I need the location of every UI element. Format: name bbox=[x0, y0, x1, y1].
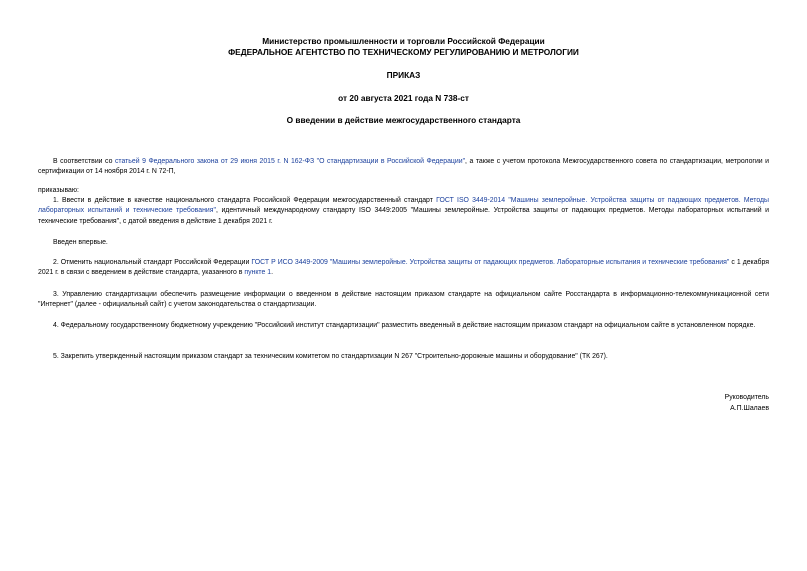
preamble-paragraph bbox=[38, 157, 769, 178]
preamble-text-a: В соответствии со bbox=[53, 158, 115, 165]
item-1-reference-link[interactable]: пункте 1 bbox=[244, 269, 272, 277]
document-date-number: от 20 августа 2021 года N 738-ст bbox=[338, 93, 469, 103]
item-4-paragraph: 4. Федеральному государственному бюджетному учреждению "Российский институт стандартизации" разместить введенный в действие настоящим приказом стандарт на официальном сайте в установленном порядке. bbox=[53, 322, 756, 329]
document-type: ПРИКАЗ bbox=[386, 70, 421, 80]
item-1-paragraph bbox=[38, 196, 769, 227]
item-2-text-b: с 1 декабря 2021 г. в связи с введением в действие стандарта, указанного в bbox=[38, 259, 769, 277]
agency-name: ФЕДЕРАЛЬНОЕ АГЕНТСТВО ПО ТЕХНИЧЕСКОМУ РЕГУЛИРОВАНИЮ И МЕТРОЛОГИИ bbox=[228, 47, 579, 57]
signatory-role: Руководитель bbox=[724, 394, 769, 401]
gost-r-iso-3449-2009-link[interactable]: ГОСТ Р ИСО 3449-2009 "Машины землеройные. Устройства защиты от падающих предметов. Лабораторные испытания и технические требования" bbox=[251, 259, 730, 266]
preamble-text-b: , а также с учетом протокола Межгосударственного совета по стандартизации, метрологии и сертификации от 14 ноября 2014 г. N 72-П, bbox=[38, 158, 770, 176]
gost-iso-3449-2014-link[interactable]: ГОСТ ISO 3449-2014 "Машины землеройные. Устройства защиты от падающих предметов. Методы лабораторных испытаний и технические требования" bbox=[38, 197, 769, 215]
item-3-paragraph: 3. Управлению стандартизации обеспечить размещение информации о введенном в действие настоящим приказом стандарте на официальном сайте Росстандарта в информационно-телекоммуникационной сети "Интернет" (далее - официальный сайт) с учетом законодательства о стандартизации. bbox=[38, 291, 769, 309]
first-time-note: Введен впервые. bbox=[53, 239, 108, 246]
ministry-name: Министерство промышленности и торговли Российской Федерации bbox=[262, 36, 545, 46]
item-1-text-a: 1. Ввести в действие в качестве национального стандарта Российской Федерации межгосударственный стандарт bbox=[53, 197, 437, 204]
item-1-text-b: , идентичный международному стандарту ISO 3449:2005 "Машины землеройные. Устройства защиты от падающих предметов. Методы лабораторных испытаний и технические требования", с датой введения в действие 1 декабря 2021 г. bbox=[38, 207, 770, 225]
order-word: приказываю: bbox=[38, 187, 79, 194]
item-5-paragraph: 5. Закрепить утвержденный настоящим приказом стандарт за техническим комитетом по стандартизации N 267 "Строительно-дорожные машины и оборудование" (ТК 267). bbox=[53, 353, 608, 360]
law-article-link[interactable]: статьей 9 Федерального закона от 29 июня 2015 г. N 162-ФЗ "О стандартизации в Российской Федерации" bbox=[114, 158, 466, 165]
item-2-text-a: 2. Отменить национальный стандарт Российской Федерации bbox=[53, 259, 252, 266]
item-2-text-c: . bbox=[271, 269, 273, 277]
item-2-paragraph bbox=[38, 258, 769, 279]
document-title: О введении в действие межгосударственного стандарта bbox=[286, 115, 521, 125]
signatory-name: А.П.Шалаев bbox=[730, 405, 769, 412]
